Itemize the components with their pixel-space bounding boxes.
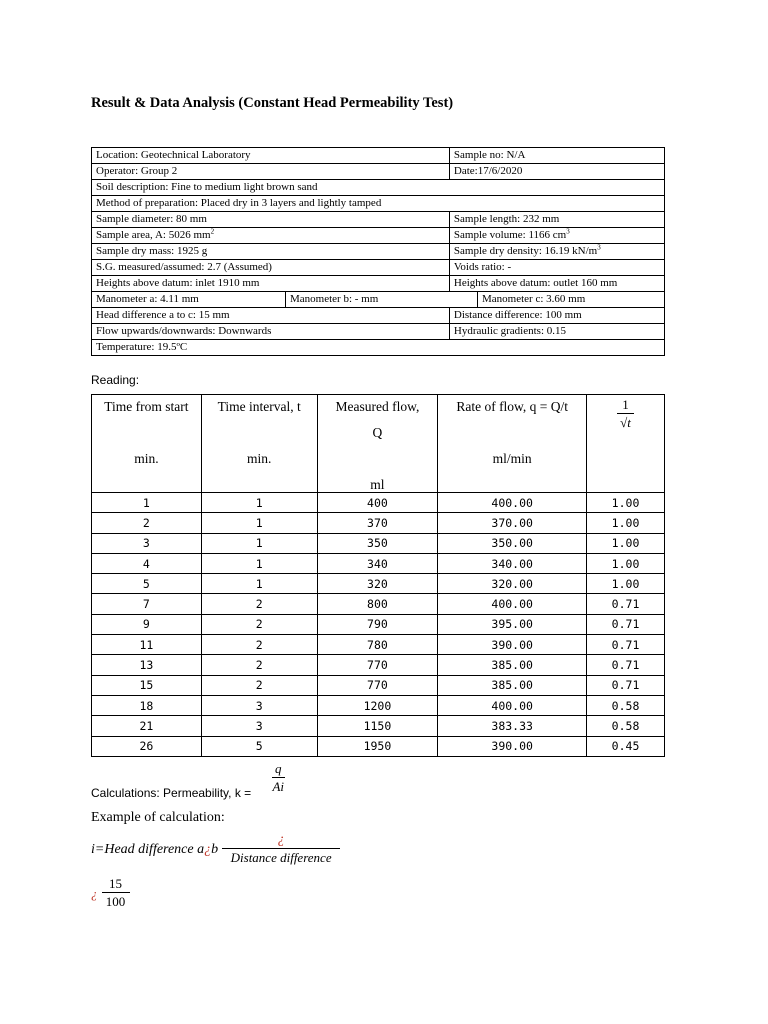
table-cell: 3 bbox=[201, 695, 317, 715]
header-time-from-start bbox=[92, 395, 202, 493]
table-row bbox=[92, 553, 665, 573]
table-row bbox=[92, 695, 665, 715]
table-row bbox=[92, 574, 665, 594]
fraction-denominator: Distance difference bbox=[230, 850, 332, 865]
voids-ratio-cell: Voids ratio: - bbox=[449, 260, 664, 276]
table-row bbox=[92, 493, 665, 513]
table-cell: 800 bbox=[317, 594, 438, 614]
table-row bbox=[92, 244, 665, 260]
table-cell: 1 bbox=[201, 493, 317, 513]
inverse-sqrt-fraction bbox=[587, 397, 664, 432]
example-heading: Example of calculation: bbox=[91, 810, 225, 825]
sample-volume-sup: 3 bbox=[566, 227, 570, 236]
table-row bbox=[92, 614, 665, 634]
table-cell: 1.00 bbox=[587, 513, 665, 533]
header-time-interval bbox=[201, 395, 317, 493]
dry-density-text: Sample dry density: 16.19 kN/m bbox=[453, 245, 598, 257]
table-cell: 1 bbox=[201, 533, 317, 553]
header-label-2: Q bbox=[372, 425, 383, 440]
table-cell: 1 bbox=[201, 553, 317, 573]
table-row bbox=[92, 594, 665, 614]
table-cell: 770 bbox=[317, 655, 438, 675]
table-cell: 5 bbox=[201, 736, 317, 756]
table-row bbox=[92, 533, 665, 553]
table-cell: 383.33 bbox=[438, 716, 587, 736]
fraction-denominator: √t bbox=[620, 415, 631, 430]
table-cell: 385.00 bbox=[438, 675, 587, 695]
hydraulic-gradient-equation bbox=[91, 832, 340, 867]
reading-table bbox=[91, 394, 665, 757]
equation-fraction bbox=[222, 832, 340, 867]
temperature-cell: Temperature: 19.5ºC bbox=[92, 340, 665, 356]
table-cell: 3 bbox=[201, 716, 317, 736]
table-row bbox=[92, 228, 665, 244]
header-unit: ml bbox=[370, 477, 385, 492]
header-unit: ml/min bbox=[492, 451, 532, 466]
table-row bbox=[92, 292, 665, 308]
table-cell: 370.00 bbox=[438, 513, 587, 533]
sample-length-cell: Sample length: 232 mm bbox=[449, 212, 664, 228]
table-cell: 0.71 bbox=[587, 675, 665, 695]
manometer-cell bbox=[92, 292, 665, 308]
header-unit: min. bbox=[134, 451, 159, 466]
operator-cell: Operator: Group 2 bbox=[92, 164, 450, 180]
specific-gravity-cell: S.G. measured/assumed: 2.7 (Assumed) bbox=[92, 260, 450, 276]
equation-lhs: i=Head difference a bbox=[91, 841, 205, 857]
table-cell: 26 bbox=[92, 736, 202, 756]
calculation-label: Calculations: Permeability, k = bbox=[91, 786, 252, 800]
manometer-b: Manometer b: - mm bbox=[286, 292, 478, 307]
table-cell: 7 bbox=[92, 594, 202, 614]
permeability-fraction bbox=[272, 761, 285, 796]
sample-volume-text: Sample volume: 1166 cm bbox=[453, 229, 567, 241]
table-row bbox=[92, 212, 665, 228]
table-cell: 320 bbox=[317, 574, 438, 594]
reading-table-body bbox=[92, 493, 665, 757]
table-row bbox=[92, 716, 665, 736]
dry-mass-cell: Sample dry mass: 1925 g bbox=[92, 244, 450, 260]
table-cell: 385.00 bbox=[438, 655, 587, 675]
gradient-value-equation bbox=[91, 876, 130, 911]
sample-area-sup: 2 bbox=[210, 227, 215, 236]
header-rate-of-flow bbox=[438, 395, 587, 493]
table-cell: 350.00 bbox=[438, 533, 587, 553]
table-cell: 5 bbox=[92, 574, 202, 594]
table-cell: 2 bbox=[201, 614, 317, 634]
dry-density-sup: 3 bbox=[597, 243, 601, 252]
table-cell: 1 bbox=[92, 493, 202, 513]
table-cell: 0.71 bbox=[587, 635, 665, 655]
table-cell: 2 bbox=[201, 635, 317, 655]
fraction-denominator: Ai bbox=[272, 779, 285, 794]
header-label: Time interval, t bbox=[217, 399, 301, 414]
fraction-denominator: 100 bbox=[105, 894, 126, 909]
table-cell: 0.45 bbox=[587, 736, 665, 756]
table-cell: 18 bbox=[92, 695, 202, 715]
table-cell: 340.00 bbox=[438, 553, 587, 573]
equation-fraction bbox=[102, 876, 130, 911]
table-cell: 9 bbox=[92, 614, 202, 634]
table-row bbox=[92, 164, 665, 180]
location-cell: Location: Geotechnical Laboratory bbox=[92, 148, 450, 164]
table-cell: 390.00 bbox=[438, 736, 587, 756]
flow-direction-cell: Flow upwards/downwards: Downwards bbox=[92, 324, 450, 340]
table-cell: 0.58 bbox=[587, 716, 665, 736]
table-cell: 2 bbox=[92, 513, 202, 533]
table-cell: 0.71 bbox=[587, 594, 665, 614]
table-cell: 0.71 bbox=[587, 655, 665, 675]
manometer-c: Manometer c: 3.60 mm bbox=[482, 293, 586, 305]
table-row bbox=[92, 655, 665, 675]
table-cell: 400.00 bbox=[438, 594, 587, 614]
table-cell: 400 bbox=[317, 493, 438, 513]
table-cell: 1.00 bbox=[587, 493, 665, 513]
table-cell: 2 bbox=[201, 655, 317, 675]
table-cell: 3 bbox=[92, 533, 202, 553]
table-cell: 770 bbox=[317, 675, 438, 695]
table-row bbox=[92, 675, 665, 695]
test-info-table bbox=[91, 147, 665, 356]
table-row bbox=[92, 340, 665, 356]
table-cell: 320.00 bbox=[438, 574, 587, 594]
sample-volume-cell bbox=[449, 228, 664, 244]
reading-header-row bbox=[92, 395, 665, 493]
table-row bbox=[92, 308, 665, 324]
table-cell: 1.00 bbox=[587, 553, 665, 573]
dry-density-cell bbox=[449, 244, 664, 260]
table-cell: 1.00 bbox=[587, 574, 665, 594]
fraction-numerator: q bbox=[272, 761, 285, 778]
hydraulic-gradient-cell: Hydraulic gradients: 0.15 bbox=[449, 324, 664, 340]
table-cell: 370 bbox=[317, 513, 438, 533]
table-cell: 790 bbox=[317, 614, 438, 634]
date-cell: Date:17/6/2020 bbox=[449, 164, 664, 180]
method-cell: Method of preparation: Placed dry in 3 layers and lightly tamped bbox=[92, 196, 665, 212]
table-cell: 0.71 bbox=[587, 614, 665, 634]
distance-difference-cell: Distance difference: 100 mm bbox=[449, 308, 664, 324]
table-row bbox=[92, 513, 665, 533]
manometer-a: Manometer a: 4.11 mm bbox=[92, 292, 286, 307]
equation-b: b bbox=[211, 841, 219, 857]
table-cell: 15 bbox=[92, 675, 202, 695]
header-label: Rate of flow, q = Q/t bbox=[456, 399, 569, 414]
manometer-row bbox=[92, 292, 664, 307]
table-cell: 1.00 bbox=[587, 533, 665, 553]
table-row bbox=[92, 736, 665, 756]
table-cell: 4 bbox=[92, 553, 202, 573]
table-cell: 1200 bbox=[317, 695, 438, 715]
table-cell: 400.00 bbox=[438, 695, 587, 715]
table-cell: 1150 bbox=[317, 716, 438, 736]
page-title: Result & Data Analysis (Constant Head Permeability Test) bbox=[91, 95, 454, 111]
soil-description-cell: Soil description: Fine to medium light brown sand bbox=[92, 180, 665, 196]
table-cell: 2 bbox=[201, 594, 317, 614]
table-cell: 11 bbox=[92, 635, 202, 655]
sample-no-cell: Sample no: N/A bbox=[449, 148, 664, 164]
table-row bbox=[92, 148, 665, 164]
table-cell: 1 bbox=[201, 574, 317, 594]
header-unit: min. bbox=[246, 451, 272, 466]
table-cell: 350 bbox=[317, 533, 438, 553]
reading-label: Reading: bbox=[91, 373, 140, 387]
fraction-numerator: 1 bbox=[617, 397, 634, 414]
table-row bbox=[92, 635, 665, 655]
table-row bbox=[92, 260, 665, 276]
inlet-height-cell: Heights above datum: inlet 1910 mm bbox=[92, 276, 450, 292]
sample-diameter-cell: Sample diameter: 80 mm bbox=[92, 212, 450, 228]
header-label: Measured flow, bbox=[335, 399, 420, 414]
table-cell: 395.00 bbox=[438, 614, 587, 634]
header-inverse-sqrt-t bbox=[587, 395, 665, 493]
table-row bbox=[92, 276, 665, 292]
table-cell: 390.00 bbox=[438, 635, 587, 655]
table-cell: 13 bbox=[92, 655, 202, 675]
table-cell: 1950 bbox=[317, 736, 438, 756]
table-cell: 2 bbox=[201, 675, 317, 695]
head-difference-cell: Head difference a to c: 15 mm bbox=[92, 308, 450, 324]
table-cell: 340 bbox=[317, 553, 438, 573]
sample-area-text: Sample area, A: 5026 mm bbox=[96, 229, 211, 241]
table-cell: 1 bbox=[201, 513, 317, 533]
sample-area-cell bbox=[92, 228, 450, 244]
equation-symbol: ¿ bbox=[204, 841, 212, 857]
fraction-numerator: 15 bbox=[102, 876, 130, 893]
header-label: Time from start bbox=[104, 399, 189, 414]
table-row bbox=[92, 324, 665, 340]
header-measured-flow bbox=[317, 395, 438, 493]
table-row bbox=[92, 196, 665, 212]
table-row bbox=[92, 180, 665, 196]
table-cell: 0.58 bbox=[587, 695, 665, 715]
table-cell: 21 bbox=[92, 716, 202, 736]
fraction-numerator: ¿ bbox=[222, 832, 340, 849]
table-cell: 400.00 bbox=[438, 493, 587, 513]
equation-symbol: ¿ bbox=[91, 885, 98, 901]
table-cell: 780 bbox=[317, 635, 438, 655]
outlet-height-cell: Heights above datum: outlet 160 mm bbox=[449, 276, 664, 292]
